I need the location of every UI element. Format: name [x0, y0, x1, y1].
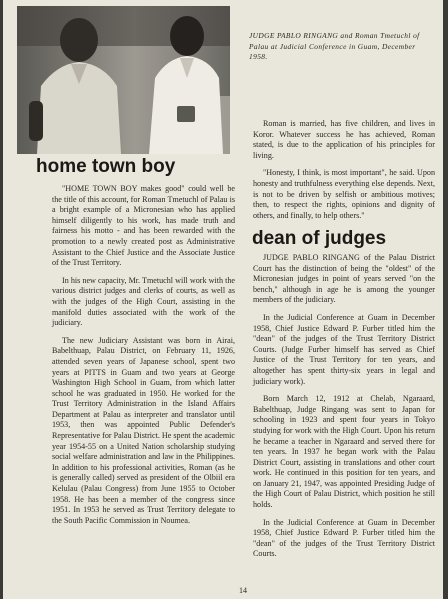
paragraph: In the Judicial Conference at Guam in December 1958, Chief Justice Edward P. Furber titled him the "dean" of the judges of the Trust Territory District Courts. — [253, 517, 435, 559]
paragraph: The new Judiciary Assistant was born in Airai, Babelthuap, Palau District, on February 11, 1926, attended seven years of Japanese school, spent two years at PITTS in Guam and two years at George Washington High School in Guam, from which latter school he was graduated in 1950. He worked for the Trust Territory Administration in the Island Affairs Department at Palau as interpreter and translator until 1953, then was appointed Public Defender's Representative for Palau District. He spent the academic year 1954-55 on a United Nation scholarship studying social welfare administration and law in the Philippines. In addition to his professional activities, Roman (as he is generally called) served as president of the Olbiil era Kelulau (Palau Congress) from June 1955 to October 1958. He has been a member of the congress since 1951. In 1953 he served as Trust Territory delegate to the South Pacific Commission in Noumea. — [52, 335, 235, 525]
paragraph: Roman is married, has five children, and lives in Koror. Whatever success he has achieved, Roman stated, is due to the application of his principles for living. — [253, 119, 435, 160]
paragraph: Born March 12, 1912 at Chelab, Ngaraard, Babelthuap, Judge Ringang was sent to Japan for schooling in 1923 and spent four years in Tokyo studying for work with the High Court. Upon his return he became a teacher in Ngaraard and served there for ten years. In 1937 he began work with the Palau District Court, assisting in translations and other court work. He continued in this position for ten years, and on January 21, 1947, was appointed Presiding Judge of the High Court of Palau District, which position he still holds. — [253, 394, 435, 510]
photo-of-two-men — [17, 6, 230, 154]
paragraph: JUDGE PABLO RINGANG of the Palau District Court has the distinction of being the "oldest" of the Micronesian judges in point of years served "on the bench," although in age he is among the younger members of the judiciary. — [253, 253, 435, 305]
paragraph: "HOME TOWN BOY makes good" could well be the title of this account, for Roman Tmetuchl of Palau is a bright example of a Micronesian who has applied himself diligently to his work, has made truth and fairness his motto - and has been rewarded with the promotion to a newly created post as Administrative Assistant to the Chief Justice and the Associate Justice of the Trust Territory. — [52, 184, 235, 268]
heading-home-town-boy: home town boy — [36, 156, 176, 177]
magazine-page — [3, 0, 443, 599]
right-column-top — [253, 119, 435, 228]
page-number: 14 — [239, 586, 247, 595]
photo-caption: JUDGE PABLO RINGANG and Roman Tmetuchl of Palau at Judicial Conference in Guam, December 1958. — [249, 31, 420, 61]
right-column — [253, 253, 435, 567]
paragraph: In the Judicial Conference at Guam in December 1958, Chief Justice Edward P. Furber titled him the "dean" of the judges of the Trust Territory District Courts. (Judge Furber himself has served as Chief Justice of the Trust Territory for ten years, and altogether has spent thirty-six years in legal and judiciary work). — [253, 312, 435, 386]
paragraph: "Honesty, I think, is most important", he said. Upon honesty and truthfulness everything else depends. Next, is not to be driven by selfish or ambitious motives; then, to respect the rights, opinions and dignity of others, and finally, to help others." — [253, 168, 435, 220]
left-column — [52, 184, 235, 533]
photo-icon — [17, 6, 230, 154]
paragraph: In his new capacity, Mr. Tmetuchl will work with the various district judges and clerks of courts, as well as with the judges of the High Court, assisting in the manifold duties associated with the work of the judiciary. — [52, 275, 235, 328]
heading-dean-of-judges: dean of judges — [252, 228, 387, 249]
